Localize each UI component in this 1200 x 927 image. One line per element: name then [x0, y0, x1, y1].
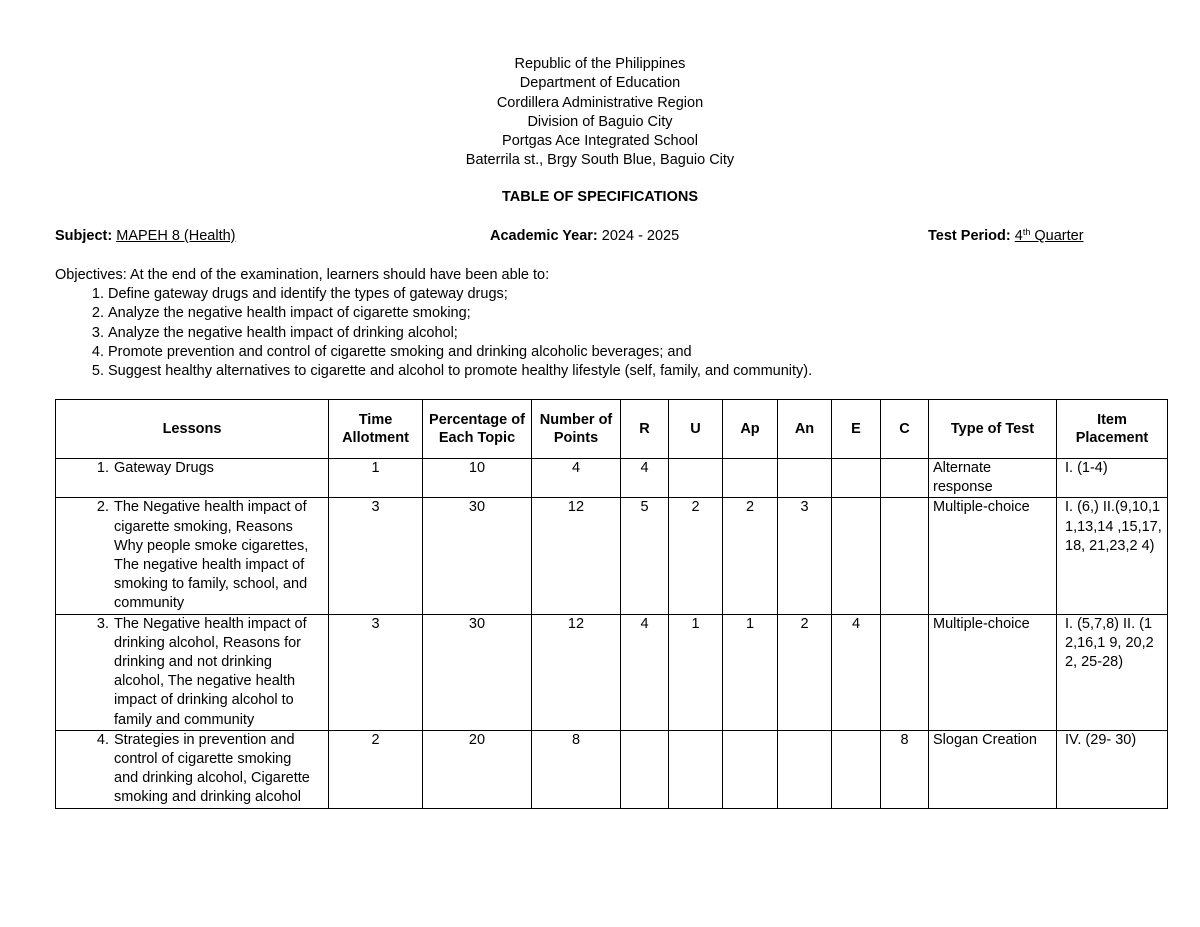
- lesson-title: Gateway Drugs: [114, 460, 214, 476]
- r-cell: 4: [621, 614, 669, 730]
- header-e: E: [832, 400, 881, 459]
- time-cell: 1: [329, 459, 423, 498]
- percentage-cell: 30: [423, 614, 532, 730]
- header-type-of-test: Type of Test: [929, 400, 1057, 459]
- year-meta: [490, 228, 679, 244]
- e-cell: [832, 459, 881, 498]
- type-cell: Slogan Creation: [929, 730, 1057, 808]
- r-cell: 5: [621, 498, 669, 614]
- an-cell: 2: [778, 614, 832, 730]
- table-header-row: [56, 400, 1168, 459]
- lesson-cell: [56, 459, 329, 498]
- lesson-cell: [56, 614, 329, 730]
- subject-label: Subject:: [55, 228, 113, 244]
- u-cell: [669, 459, 723, 498]
- lesson-number: 2.: [96, 499, 109, 516]
- an-cell: 3: [778, 498, 832, 614]
- placement-cell: I. (5,7,8) II. (12,16,1 9, 20,22, 25-28): [1057, 614, 1168, 730]
- r-cell: 4: [621, 459, 669, 498]
- type-cell: Alternate response: [929, 459, 1057, 498]
- objective-item: 4. Promote prevention and control of cigarette smoking and drinking alcoholic beverages; and: [108, 343, 1155, 362]
- lesson-title: Strategies in prevention and control of cigarette smoking and drinking alcohol, Cigarette smoking and drinking alcohol: [114, 731, 310, 806]
- objectives-section: [55, 266, 1155, 381]
- header-time-allotment: Time Allotment: [329, 400, 423, 459]
- lesson-number: 3.: [96, 615, 109, 632]
- period-label: Test Period:: [928, 228, 1011, 244]
- header-ap: Ap: [723, 400, 778, 459]
- period-rest: Quarter: [1030, 228, 1084, 244]
- e-cell: [832, 498, 881, 614]
- period-value: [1015, 228, 1084, 244]
- table-row: [56, 498, 1168, 614]
- header-line-region: Cordillera Administrative Region: [496, 94, 704, 111]
- year-value: 2024 - 2025: [601, 228, 680, 244]
- subject-value: MAPEH 8 (Health): [116, 228, 236, 244]
- ap-cell: [723, 730, 778, 808]
- r-cell: [621, 730, 669, 808]
- specifications-table: [55, 399, 1168, 809]
- e-cell: [832, 730, 881, 808]
- time-cell: 3: [329, 498, 423, 614]
- objectives-list: [55, 285, 1155, 381]
- c-cell: [881, 459, 929, 498]
- header-points: Number of Points: [532, 400, 621, 459]
- ap-cell: 2: [723, 498, 778, 614]
- header-item-placement: Item Placement: [1057, 400, 1168, 459]
- header-line-division: Division of Baguio City: [527, 113, 673, 130]
- header-r: R: [621, 400, 669, 459]
- an-cell: [778, 459, 832, 498]
- u-cell: 1: [669, 614, 723, 730]
- objective-item: 1. Define gateway drugs and identify the types of gateway drugs;: [108, 285, 1155, 304]
- c-cell: 8: [881, 730, 929, 808]
- document-title: TABLE OF SPECIFICATIONS: [501, 189, 699, 205]
- meta-row: [55, 228, 1115, 248]
- c-cell: [881, 614, 929, 730]
- objective-item: 5. Suggest healthy alternatives to cigarette and alcohol to promote healthy lifestyle (self, family, and community).: [108, 362, 1155, 381]
- c-cell: [881, 498, 929, 614]
- points-cell: 4: [532, 459, 621, 498]
- time-cell: 3: [329, 614, 423, 730]
- header-line-department: Department of Education: [519, 75, 681, 92]
- period-meta: [928, 228, 1084, 244]
- header-u: U: [669, 400, 723, 459]
- an-cell: [778, 730, 832, 808]
- header-line-country: Republic of the Philippines: [514, 56, 686, 72]
- table-row: [56, 730, 1168, 808]
- lesson-number: 4.: [96, 731, 109, 748]
- header-an: An: [778, 400, 832, 459]
- percentage-cell: 30: [423, 498, 532, 614]
- lesson-number: 1.: [96, 460, 109, 476]
- time-cell: 2: [329, 730, 423, 808]
- table-row: [56, 614, 1168, 730]
- placement-cell: I. (6,) II.(9,10,1 1,13,14 ,15,17, 18, 21,23,2 4): [1057, 498, 1168, 614]
- points-cell: 12: [532, 498, 621, 614]
- percentage-cell: 10: [423, 459, 532, 498]
- school-header: [0, 55, 1200, 171]
- ap-cell: 1: [723, 614, 778, 730]
- header-c: C: [881, 400, 929, 459]
- header-line-address: Baterrila st., Brgy South Blue, Baguio City: [465, 152, 735, 169]
- percentage-cell: 20: [423, 730, 532, 808]
- e-cell: 4: [832, 614, 881, 730]
- placement-cell: I. (1-4): [1057, 459, 1168, 498]
- header-lessons: Lessons: [56, 400, 329, 459]
- period-num: 4: [1014, 228, 1023, 244]
- period-sup: th: [1022, 227, 1031, 237]
- objective-item: 3. Analyze the negative health impact of drinking alcohol;: [108, 324, 1155, 343]
- type-cell: Multiple-choice: [929, 614, 1057, 730]
- u-cell: [669, 730, 723, 808]
- header-percentage: Percentage of Each Topic: [423, 400, 532, 459]
- ap-cell: [723, 459, 778, 498]
- objective-item: 2. Analyze the negative health impact of cigarette smoking;: [108, 304, 1155, 323]
- points-cell: 8: [532, 730, 621, 808]
- year-label: Academic Year:: [490, 228, 598, 244]
- lesson-title: The Negative health impact of cigarette smoking, Reasons Why people smoke cigarettes, The negative health impact of smoking to family, school, and community: [114, 499, 309, 612]
- subject-meta: [55, 228, 236, 244]
- lesson-cell: [56, 730, 329, 808]
- type-cell: Multiple-choice: [929, 498, 1057, 614]
- lesson-title: The Negative health impact of drinking alcohol, Reasons for drinking and not drinking alcohol, The negative health impact of drinking alcohol to family and community: [114, 615, 307, 728]
- lesson-cell: [56, 498, 329, 614]
- u-cell: 2: [669, 498, 723, 614]
- placement-cell: IV. (29- 30): [1057, 730, 1168, 808]
- table-row: [56, 459, 1168, 498]
- objectives-intro: Objectives: At the end of the examination, learners should have been able to:: [55, 267, 550, 283]
- points-cell: 12: [532, 614, 621, 730]
- header-line-school: Portgas Ace Integrated School: [502, 133, 698, 150]
